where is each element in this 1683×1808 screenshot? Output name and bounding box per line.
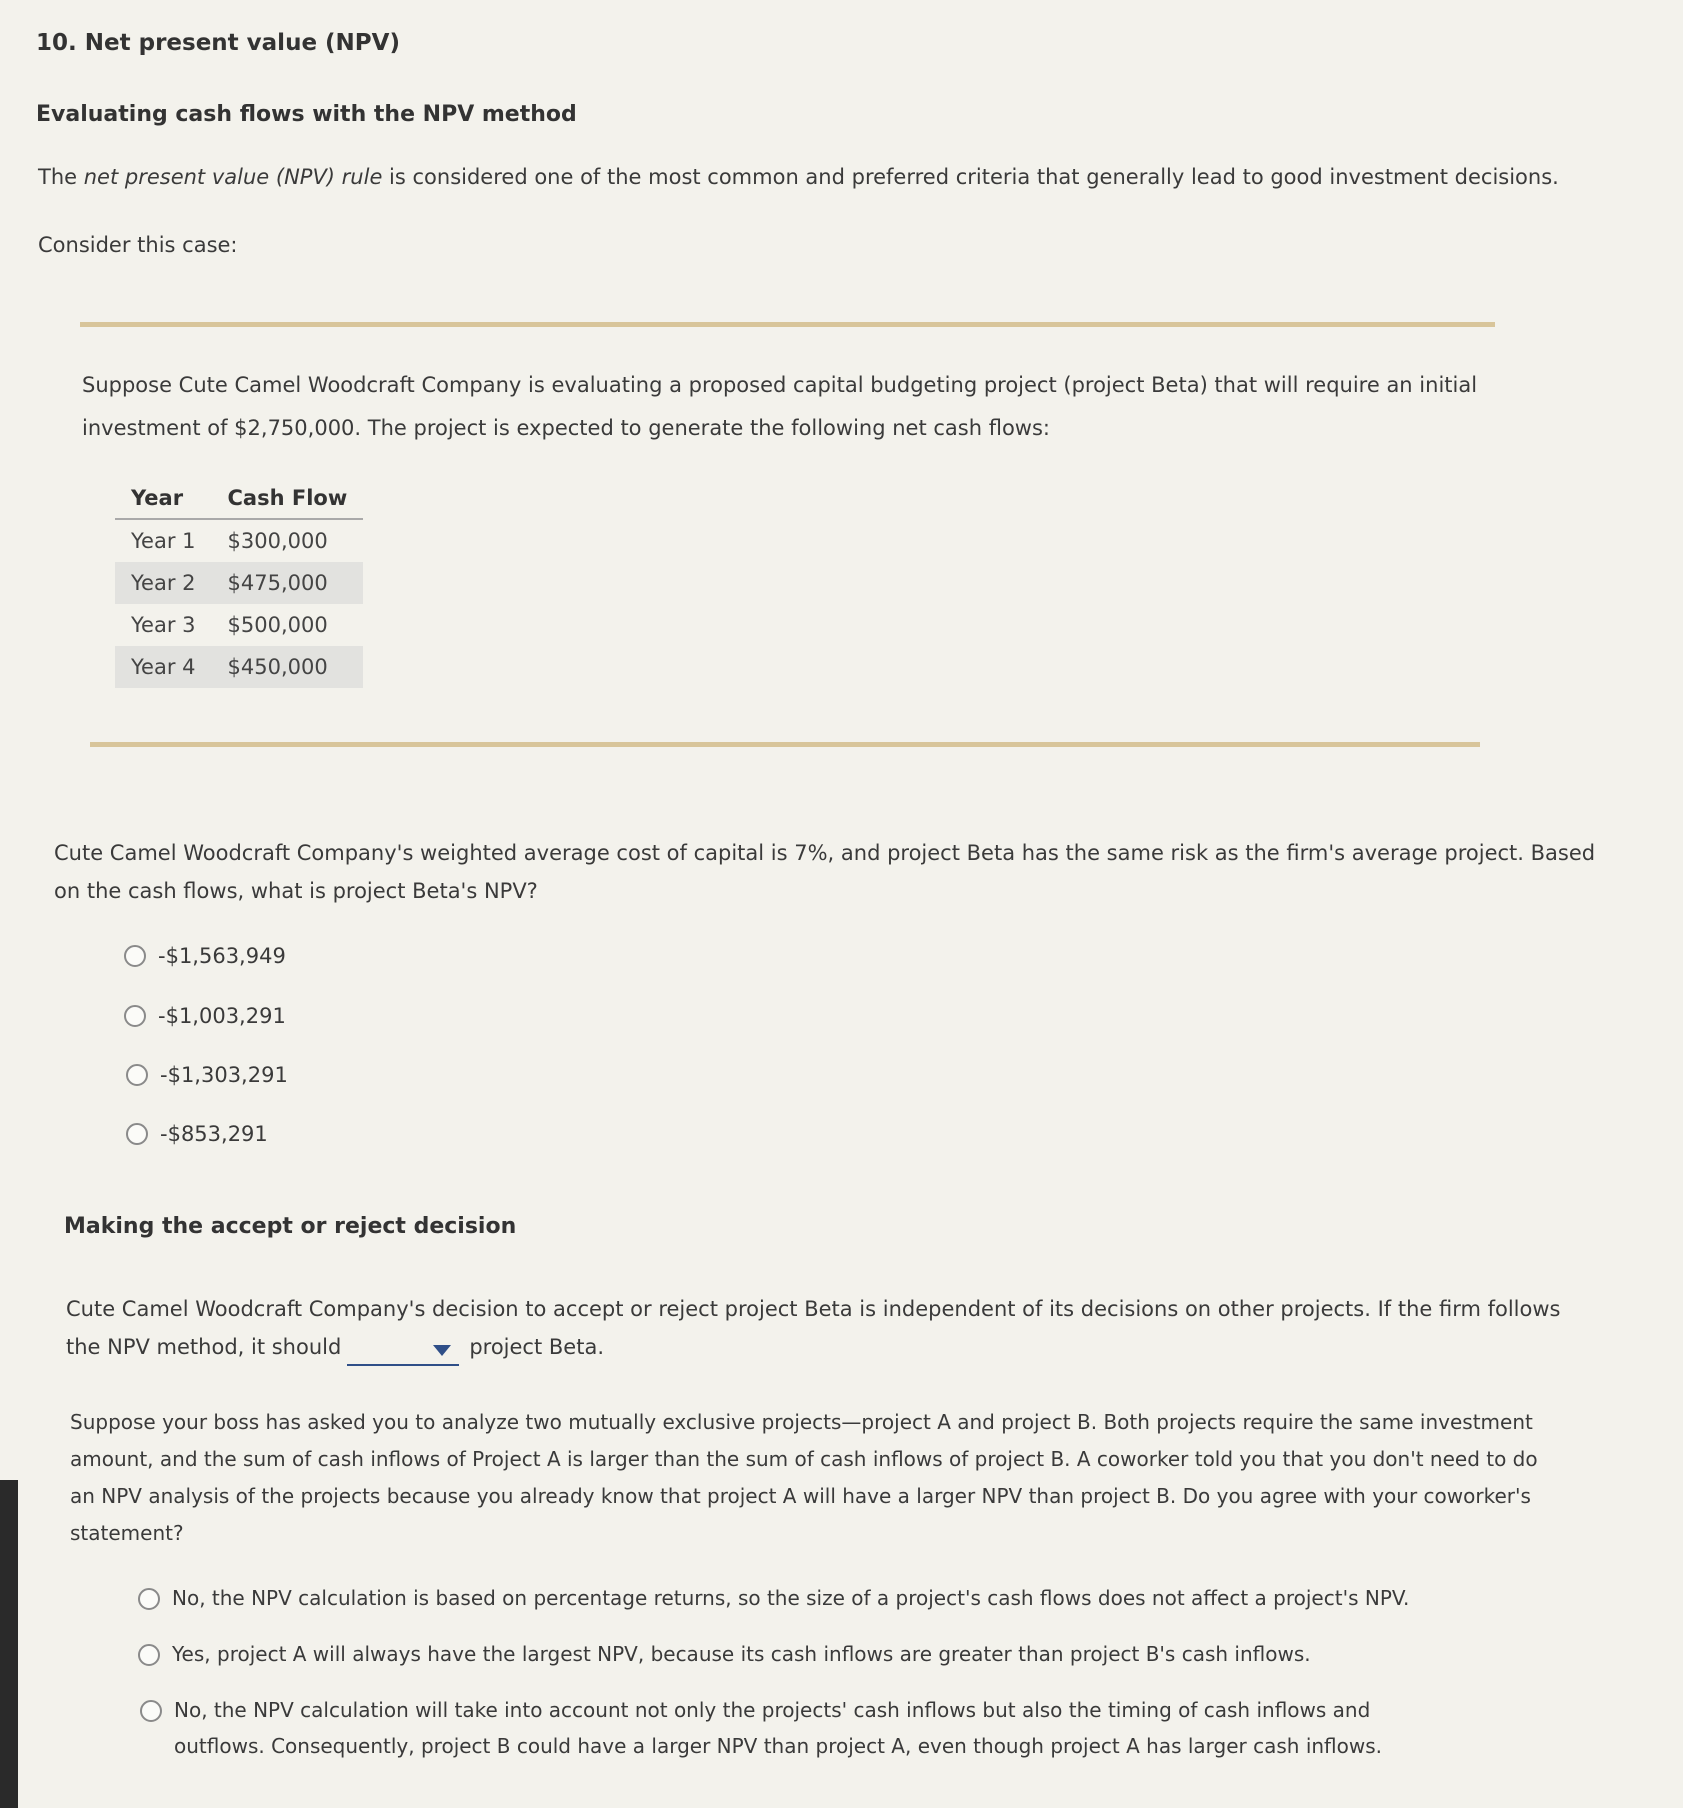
radio-button[interactable]: [124, 1005, 146, 1027]
cell-cash-flow: $475,000: [212, 562, 364, 604]
option-label: -$1,303,291: [160, 1063, 288, 1087]
radio-button[interactable]: [138, 1588, 160, 1610]
coworker-option-3[interactable]: [140, 1692, 1440, 1764]
mutually-exclusive-text: Suppose your boss has asked you to analyze two mutually exclusive projects—project A and project B. Both projects require the same investment amount, and the sum of cash inflows of Project A is larger than the sum of cash inflows of project B. A coworker told you that you don't need to do an NPV analysis of the projects because you already know that project A will have a larger NPV than project B. Do you agree with your coworker's statement?: [70, 1410, 1538, 1545]
case-bottom-divider: [90, 742, 1480, 747]
cell-cash-flow: $500,000: [227, 613, 328, 637]
case-top-divider: [80, 322, 1495, 327]
cell-year: Year 1: [131, 529, 196, 553]
decision-text-pre: Cute Camel Woodcraft Company's decision to accept or reject project Beta is independent of its decisions on other projects. If the firm follows the NPV method, it should: [66, 1297, 1561, 1359]
option-label: No, the NPV calculation will take into account not only the projects' cash inflows but also the timing of cash inflows and outflows. Consequently, project B could have a larger NPV than project A, even though project A has larger cash inflows.: [174, 1698, 1383, 1758]
decision-text: [66, 1290, 1586, 1366]
cell-year: Year 2: [115, 562, 212, 604]
question-title: 10. Net present value (NPV): [36, 30, 400, 56]
option-label: -$853,291: [160, 1122, 268, 1146]
table-row: [115, 519, 363, 562]
npv-option-1[interactable]: [124, 944, 286, 968]
decision-text-post: project Beta.: [469, 1335, 604, 1359]
option-label: No, the NPV calculation is based on percentage returns, so the size of a project's cash flows does not affect a project's NPV.: [172, 1586, 1410, 1610]
radio-button[interactable]: [124, 945, 146, 967]
cell-cash-flow: $300,000: [227, 529, 328, 553]
header-cash-flow: Cash Flow: [212, 478, 364, 519]
npv-option-4[interactable]: [126, 1122, 268, 1146]
option-label: Yes, project A will always have the largest NPV, because its cash inflows are greater than project B's cash inflows.: [172, 1642, 1311, 1666]
cash-flow-table: [115, 478, 363, 688]
screen-edge: [0, 1480, 18, 1808]
header-year: Year: [115, 478, 212, 519]
accept-reject-dropdown[interactable]: [347, 1336, 459, 1366]
section-title-decision: Making the accept or reject decision: [64, 1214, 517, 1239]
cell-year: Year 3: [131, 613, 196, 637]
chevron-down-icon[interactable]: [433, 1345, 451, 1356]
intro-post: is considered one of the most common and preferred criteria that generally lead to good investment decisions.: [382, 165, 1559, 189]
npv-question-text: Cute Camel Woodcraft Company's weighted average cost of capital is 7%, and project Beta has the same risk as the firm's average project. Based on the cash flows, what is project Beta's NPV?: [54, 841, 1596, 903]
table-row: [115, 562, 363, 604]
intro-text: [38, 158, 1598, 196]
radio-button[interactable]: [126, 1123, 148, 1145]
coworker-option-2[interactable]: [138, 1636, 1438, 1672]
npv-option-2[interactable]: [124, 1004, 286, 1028]
cell-year: Year 4: [115, 646, 212, 688]
option-label: -$1,563,949: [158, 944, 286, 968]
table-row: [115, 604, 363, 646]
case-text: Suppose Cute Camel Woodcraft Company is evaluating a proposed capital budgeting project (project Beta) that will require an initial investment of $2,750,000. The project is expected to generate the following net cash flows:: [82, 373, 1478, 440]
option-label: -$1,003,291: [158, 1004, 286, 1028]
intro-emphasis: net present value (NPV) rule: [83, 165, 383, 189]
radio-button[interactable]: [138, 1644, 160, 1666]
npv-option-3[interactable]: [126, 1063, 288, 1087]
radio-button[interactable]: [126, 1064, 148, 1086]
section-title-evaluating: Evaluating cash flows with the NPV method: [36, 102, 577, 127]
cell-cash-flow: $450,000: [212, 646, 364, 688]
radio-button[interactable]: [140, 1700, 162, 1722]
table-row: [115, 646, 363, 688]
coworker-option-1[interactable]: [138, 1580, 1438, 1616]
intro-pre: The: [38, 165, 84, 189]
table-header-row: [115, 478, 363, 519]
consider-text: Consider this case:: [38, 233, 238, 257]
